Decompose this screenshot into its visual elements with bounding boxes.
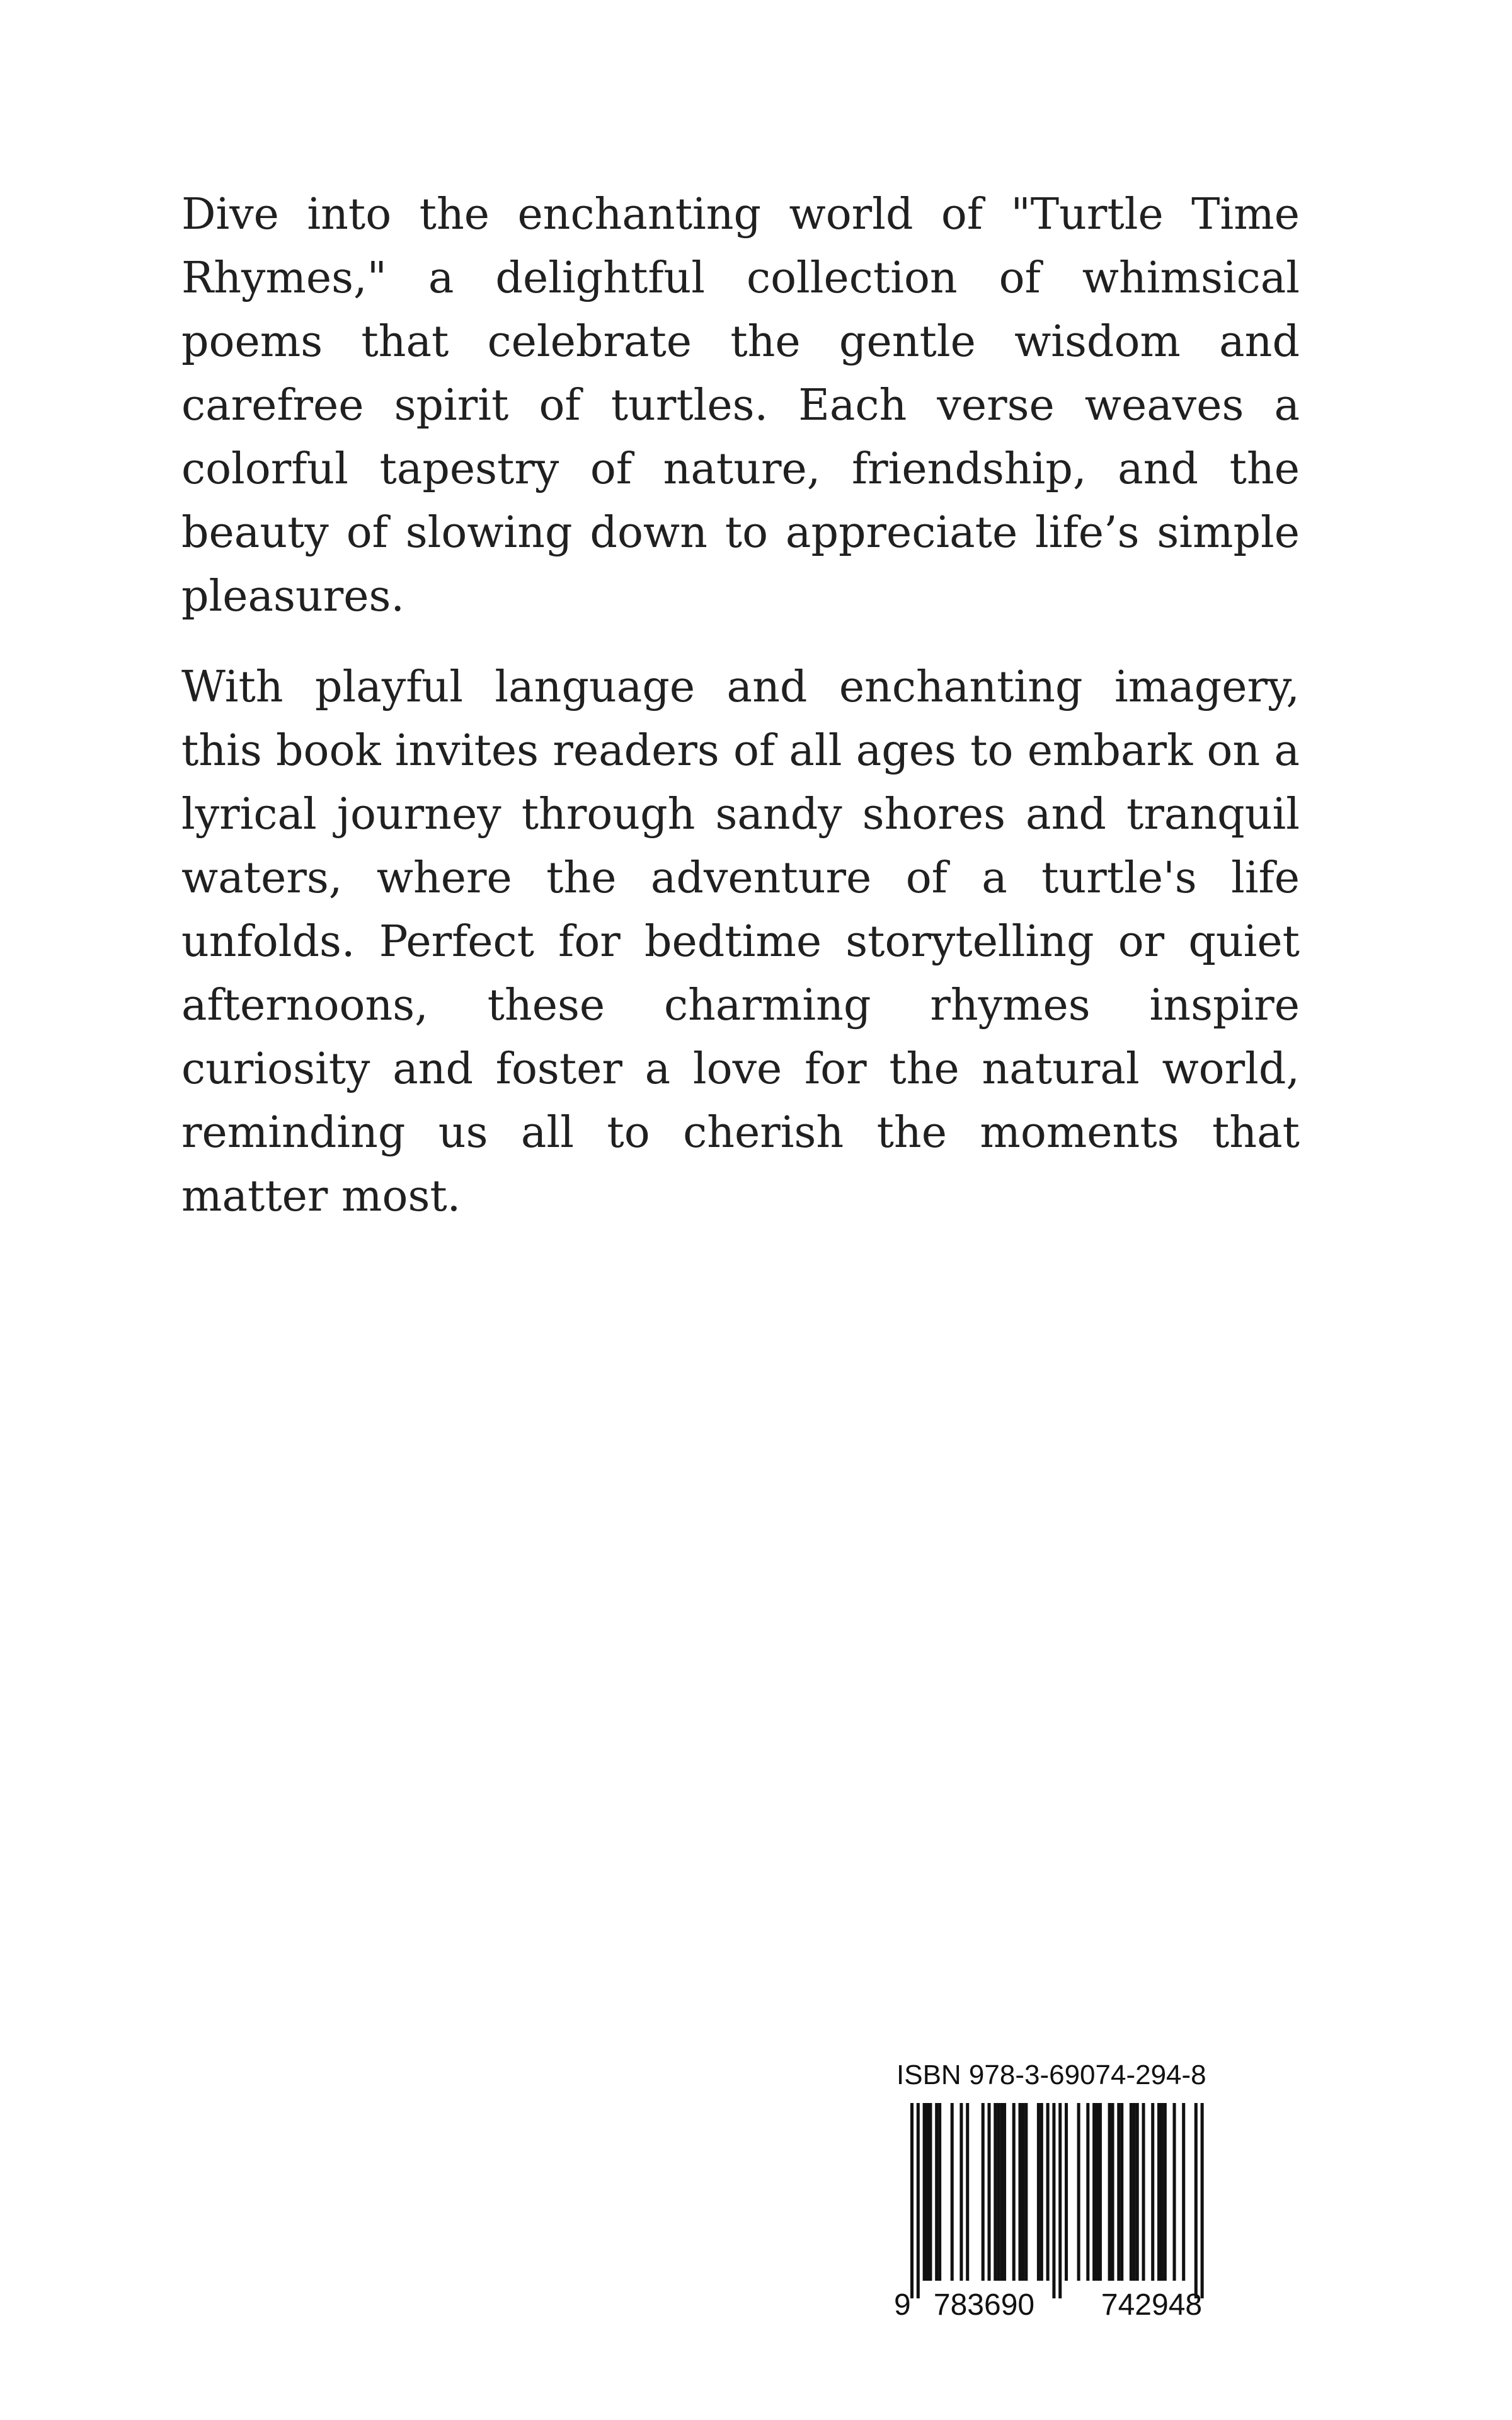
barcode-first-digit: 9 bbox=[894, 2288, 911, 2322]
barcode-bar bbox=[959, 2103, 963, 2281]
barcode-bar bbox=[1077, 2103, 1080, 2281]
barcode-guard-bar bbox=[1052, 2103, 1055, 2298]
barcode-bar bbox=[1157, 2103, 1160, 2281]
barcode-bar bbox=[1012, 2103, 1016, 2281]
barcode-bar bbox=[1037, 2103, 1040, 2281]
barcode-bar bbox=[1021, 2103, 1024, 2281]
barcode-guard-bar bbox=[1194, 2103, 1198, 2298]
barcode-bar bbox=[1111, 2103, 1114, 2281]
barcode-bar bbox=[994, 2103, 997, 2281]
barcode-guard-bar bbox=[910, 2103, 914, 2298]
barcode-bar bbox=[1086, 2103, 1089, 2281]
barcode-bar bbox=[1142, 2103, 1145, 2281]
barcode-guard-bar bbox=[1058, 2103, 1062, 2298]
barcode-bar bbox=[1024, 2103, 1028, 2281]
barcode-bar bbox=[1096, 2103, 1099, 2281]
barcode-bar bbox=[988, 2103, 991, 2281]
isbn-barcode-block bbox=[885, 2058, 1247, 2322]
book-description bbox=[181, 183, 1300, 1255]
barcode-bar bbox=[1099, 2103, 1102, 2281]
barcode-bars bbox=[910, 2103, 1204, 2298]
description-paragraph-2: With playful language and enchanting imagery, this book invites readers of all ages to embark on a lyrical journey through sandy shores and tranquil waters, where the adventure of a turtle's life unfolds. Perfect for bedtime storytelling or quiet afternoons, these charming rhymes inspire curiosity and foster a love for the natural world, reminding us all to cherish the moments that matter most. bbox=[181, 662, 1300, 1221]
barcode-bar bbox=[923, 2103, 926, 2281]
barcode-bar bbox=[1000, 2103, 1003, 2281]
barcode-bar bbox=[1160, 2103, 1164, 2281]
barcode-right-digits: 742948 bbox=[1101, 2288, 1203, 2322]
barcode-bar bbox=[951, 2103, 954, 2281]
barcode-bar bbox=[1133, 2103, 1136, 2281]
barcode-bar bbox=[1019, 2103, 1022, 2281]
barcode-guard-bar bbox=[1201, 2103, 1204, 2298]
barcode-bar bbox=[938, 2103, 941, 2281]
barcode-guard-bar bbox=[917, 2103, 920, 2298]
barcode-bar bbox=[1065, 2103, 1068, 2281]
barcode-bar bbox=[1130, 2103, 1133, 2281]
barcode-bar bbox=[1120, 2103, 1123, 2281]
barcode-bar bbox=[966, 2103, 969, 2281]
barcode-bar bbox=[929, 2103, 932, 2281]
barcode-bar bbox=[1151, 2103, 1154, 2281]
barcode-bar bbox=[1182, 2103, 1185, 2281]
barcode-bar bbox=[1164, 2103, 1167, 2281]
barcode-image bbox=[885, 2103, 1247, 2322]
barcode-bar bbox=[1092, 2103, 1096, 2281]
barcode-bar bbox=[926, 2103, 929, 2281]
barcode-bar bbox=[1117, 2103, 1120, 2281]
barcode-bar bbox=[1046, 2103, 1050, 2281]
barcode-bar bbox=[1003, 2103, 1006, 2281]
barcode-bar bbox=[997, 2103, 1000, 2281]
barcode-bar bbox=[1108, 2103, 1111, 2281]
barcode-bar bbox=[1136, 2103, 1139, 2281]
barcode-bar bbox=[1173, 2103, 1176, 2281]
barcode-left-digits: 783690 bbox=[933, 2288, 1035, 2322]
description-paragraph-1: Dive into the enchanting world of "Turtle Time Rhymes," a delightful collection of whimsical poems that celebrate the gentle wisdom and carefree spirit of turtles. Each verse weaves a colorful tapestry of nature, friendship, and the beauty of slowing down to appreciate life’s simple pleasures. bbox=[181, 190, 1300, 621]
isbn-label: ISBN 978-3-69074-294-8 bbox=[896, 2060, 1206, 2090]
barcode-bar bbox=[935, 2103, 938, 2281]
barcode-bar bbox=[982, 2103, 985, 2281]
barcode-bar bbox=[1040, 2103, 1043, 2281]
